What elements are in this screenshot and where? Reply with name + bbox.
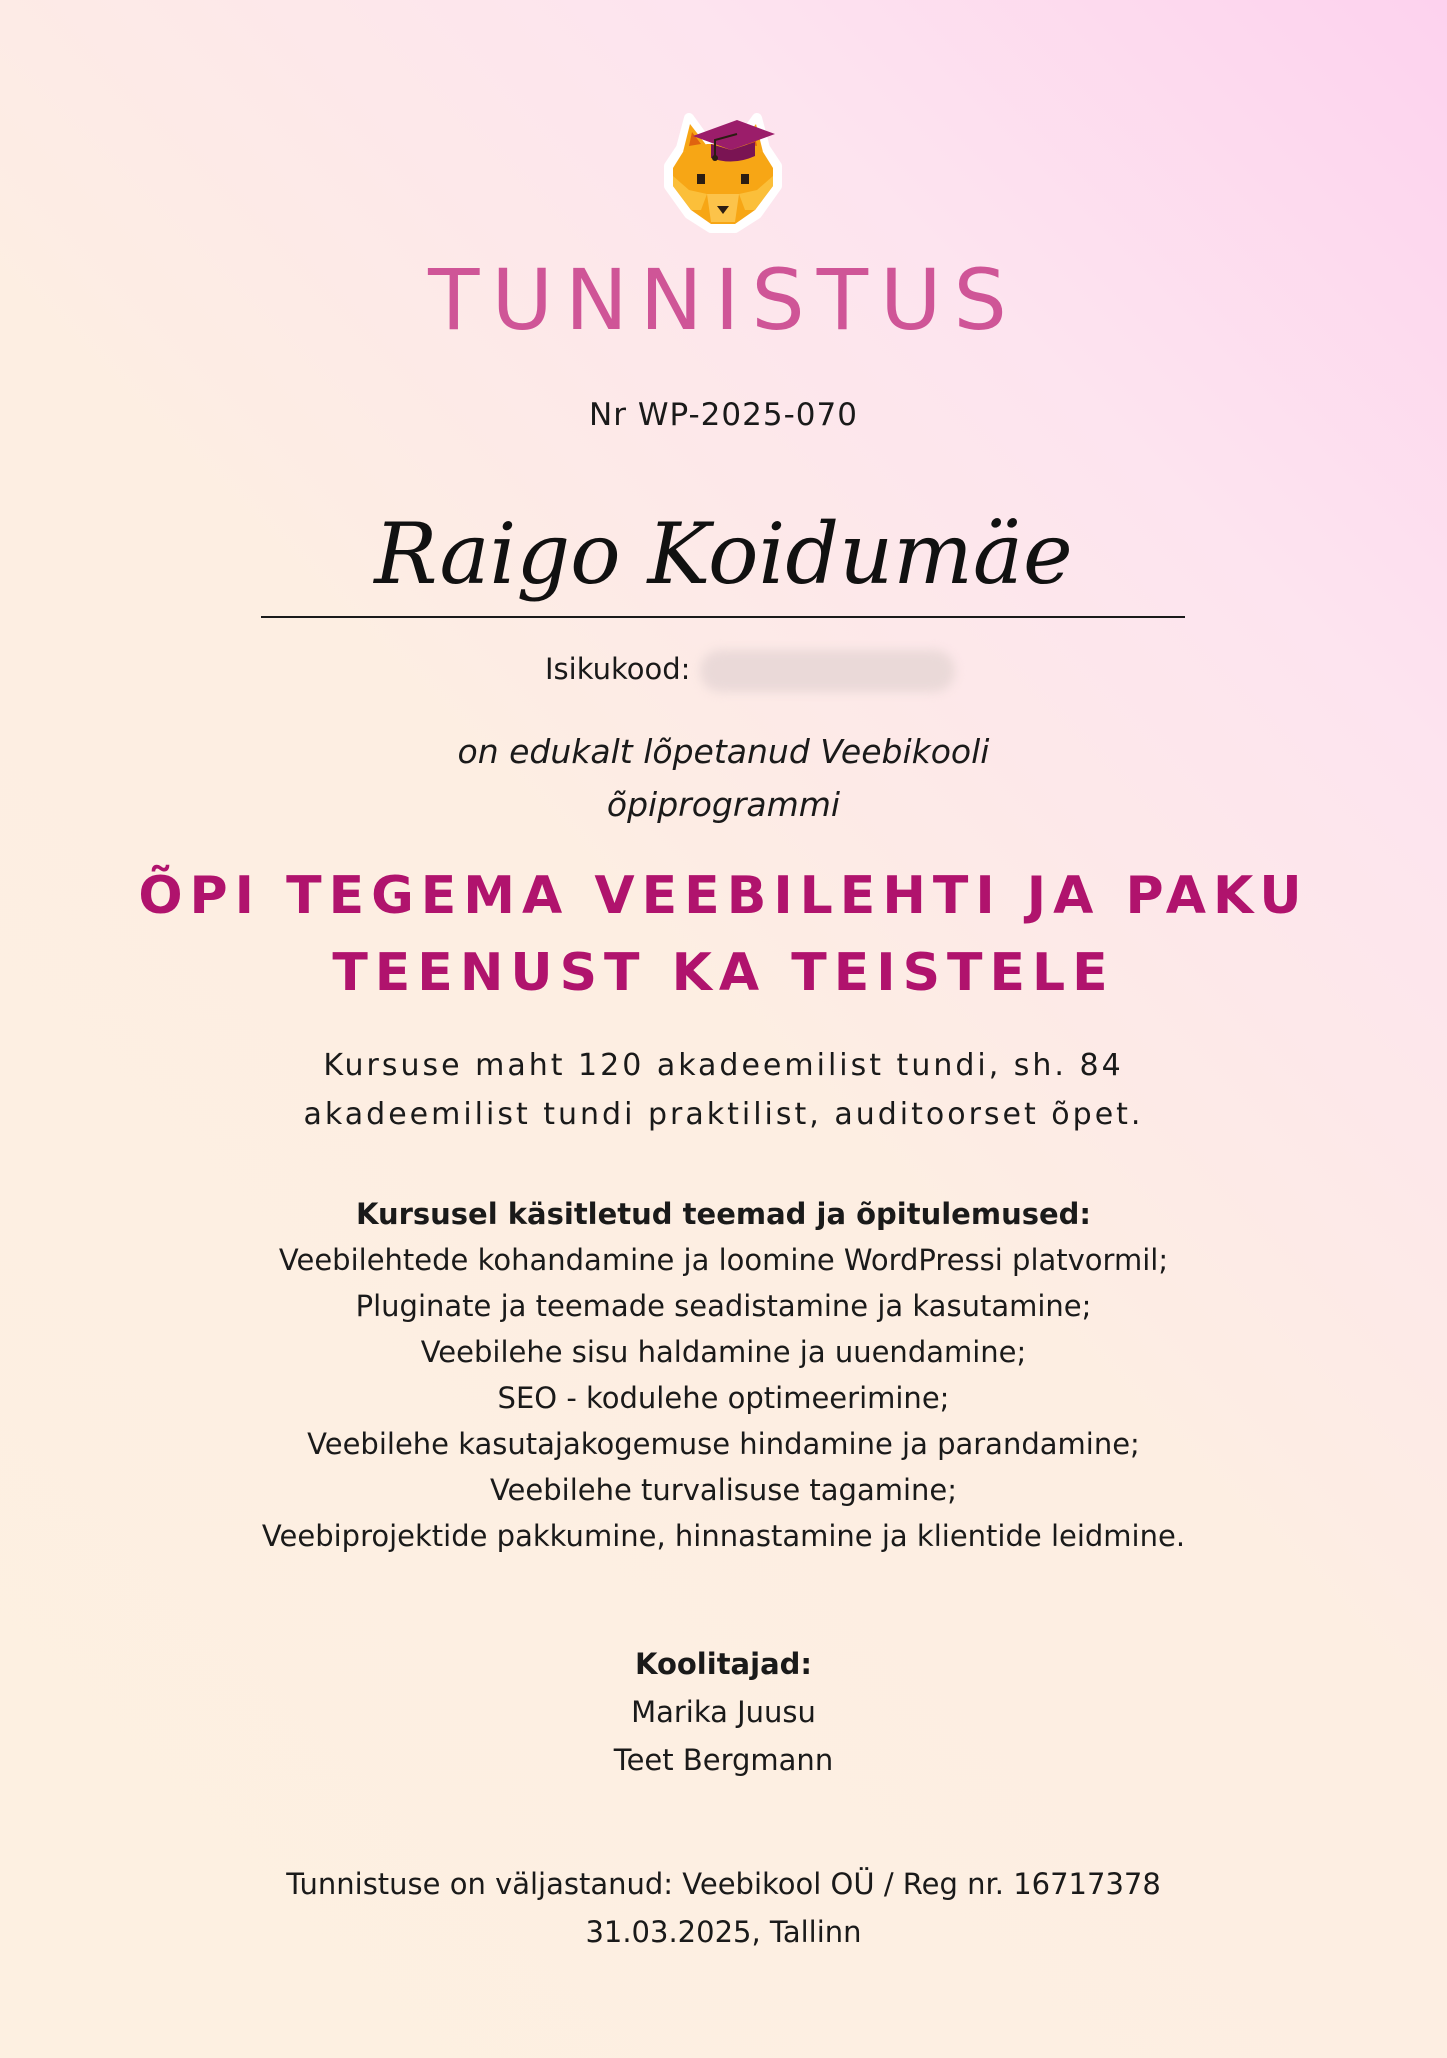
- topic-item: Veebilehe turvalisuse tagamine;: [489, 1473, 958, 1507]
- certificate-title: TUNNISTUS: [428, 251, 1019, 349]
- course-volume-line: akadeemilist tundi praktilist, auditoorset õpet.: [303, 1097, 1144, 1132]
- topic-item: Veebilehe kasutajakogemuse hindamine ja parandamine;: [307, 1427, 1140, 1461]
- issuer-line: Tunnistuse on väljastanud: Veebikool OÜ / Reg nr. 16717378: [286, 1867, 1161, 1901]
- topic-item: Veebilehe sisu haldamine ja uuendamine;: [420, 1335, 1027, 1369]
- issue-date-place: 31.03.2025, Tallinn: [585, 1915, 862, 1949]
- completion-line: on edukalt lõpetanud Veebikooli: [457, 732, 990, 771]
- certificate-number: Nr WP-2025-070: [589, 397, 858, 433]
- topic-item: Pluginate ja teemade seadistamine ja kasutamine;: [355, 1289, 1092, 1323]
- course-volume-line: Kursuse maht 120 akadeemilist tundi, sh. 84: [323, 1048, 1124, 1083]
- id-code-label: Isikukood:: [545, 652, 691, 686]
- topic-item: Veebilehtede kohandamine ja loomine WordPressi platvormil;: [278, 1243, 1169, 1277]
- program-title-line: TEENUST KA TEISTELE: [332, 943, 1115, 1003]
- program-title-line: ÕPI TEGEMA VEEBILEHTI JA PAKU: [138, 866, 1309, 926]
- id-code-redaction: [700, 650, 955, 692]
- trainer-name: Marika Juusu: [631, 1695, 816, 1729]
- completion-statement: [0, 725, 1447, 831]
- topics-heading: Kursusel käsitletud teemad ja õpitulemused:: [355, 1197, 1091, 1231]
- trainers-heading: Koolitajad:: [635, 1647, 812, 1681]
- topic-item: Veebiprojektide pakkumine, hinnastamine ja klientide leidmine.: [261, 1519, 1186, 1553]
- topic-item: SEO - kodulehe optimeerimine;: [497, 1381, 950, 1415]
- name-underline: [261, 616, 1185, 618]
- fox-graduation-cap-icon: [653, 110, 793, 235]
- program-title: [0, 858, 1447, 1012]
- trainer-name: Teet Bergmann: [613, 1743, 834, 1777]
- recipient-name: Raigo Koidumäe: [374, 505, 1073, 603]
- completion-line: õpiprogrammi: [606, 785, 841, 824]
- trainers-section: [0, 1640, 1447, 1784]
- course-volume: [0, 1041, 1447, 1139]
- logo: [653, 110, 793, 235]
- topics-section: [0, 1191, 1447, 1559]
- issuer-section: [0, 1860, 1447, 1956]
